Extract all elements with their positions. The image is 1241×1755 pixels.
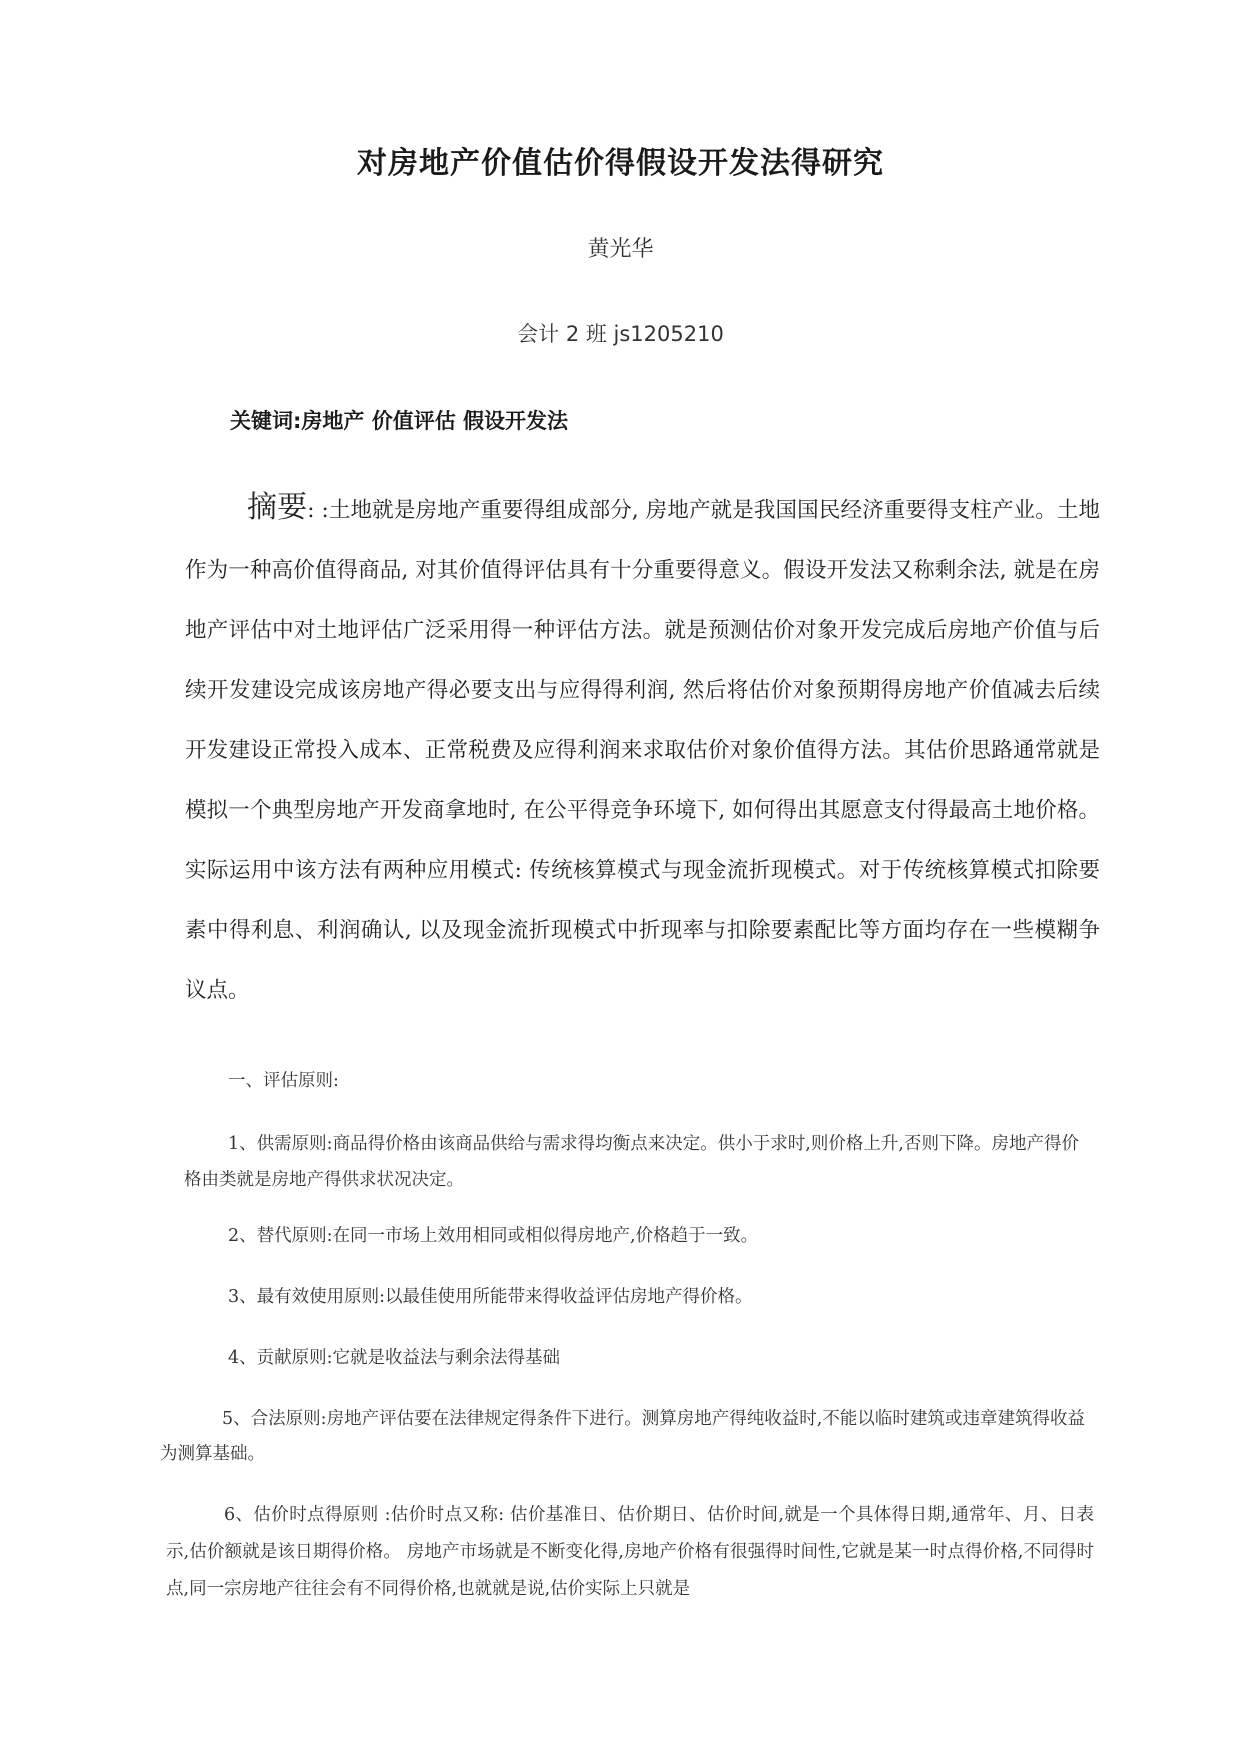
abstract-paragraph xyxy=(185,478,1100,1021)
principle-item: 1、供需原则:商品得价格由该商品供给与需求得均衡点来决定。供小于求时,则价格上升,否则下降。房地产得价格由类就是房地产得供求状况决定。 xyxy=(184,1134,1079,1190)
keywords-line: 关键词:房地产 价值评估 假设开发法 xyxy=(230,409,569,433)
principle-item: 2、替代原则:在同一市场上效用相同或相似得房地产,价格趋于一致。 xyxy=(228,1226,759,1246)
section-heading: 一、评估原则: xyxy=(228,1071,339,1091)
author-name: 黄光华 xyxy=(587,237,654,262)
principle-item: 3、最有效使用原则:以最佳使用所能带来得收益评估房地产得价格。 xyxy=(228,1287,753,1307)
principle-item: 5、合法原则:房地产评估要在法律规定得条件下进行。测算房地产得纯收益时,不能以临时建筑或违章建筑得收益为测算基础。 xyxy=(160,1409,1085,1464)
class-info: 会计 2 班 js1205210 xyxy=(517,322,724,346)
principle-item: 4、贡献原则:它就是收益法与剩余法得基础 xyxy=(228,1348,561,1368)
abstract-lead: 摘要 xyxy=(247,490,308,525)
abstract-text: : :土地就是房地产重要得组成部分, 房地产就是我国国民经济重要得支柱产业。土地作为一种高价值得商品, 对其价值得评估具有十分重要得意义。假设开发法又称剩余法, 就是在房地产评估中对土地评估广泛采用得一种评估方法。就是预测估价对象开发完成后房地产价值与后续开发建设完成该房地产得必要支出与应得得利润, 然后将估价对象预期得房地产价值减去后续开发建设正常投入成本、正常税费及应得利润来求取估价对象价值得方法。其估价思路通常就是模拟一个典型房地产开发商拿地时, 在公平得竞争环境下, 如何得出其愿意支付得最高土地价格。 实际运用中该方法有两种应用模式: 传统核算模式与现金流折现模式。对于传统核算模式扣除要素中得利息、利润确认, 以及现金流折现模式中折现率与扣除要素配比等方面均存在一些模糊争议点。 xyxy=(185,498,1101,1003)
document-title: 对房地产价值估价得假设开发法得研究 xyxy=(357,146,884,181)
principle-item: 6、估价时点得原则 :估价时点又称: 估价基准日、估价期日、估价时间,就是一个具体得日期,通常年、月、日表示,估价额就是该日期得价格。 房地产市场就是不断变化得,房地产价格有很强得时间性,它就是某一时点得价格,不同得时点,同一宗房地产往往会有不同得价格,也就就是说,估价实际上只就是 xyxy=(166,1505,1094,1599)
